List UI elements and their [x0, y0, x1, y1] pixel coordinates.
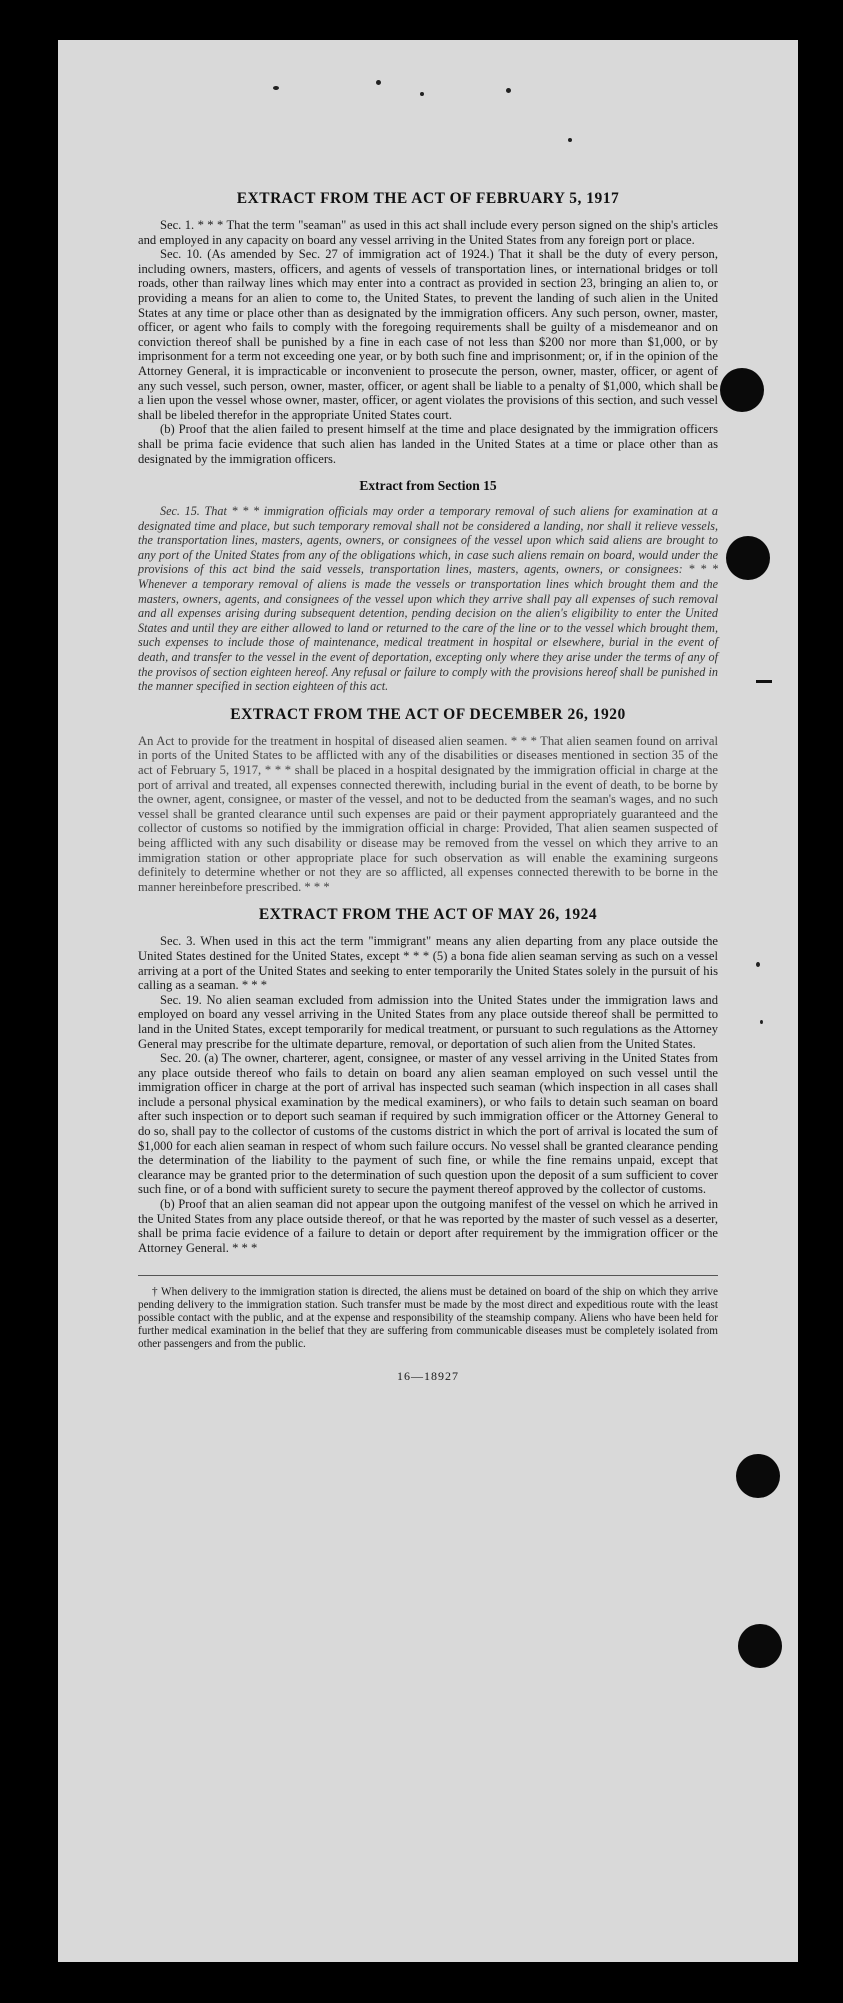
paragraph: Sec. 20. (a) The owner, charterer, agent, consignee, or master of any vessel arriving in the United States from any place outside thereof who fails to detain on board any alien seaman employed on such vessel until the immigration officer in charge at the port of arrival has inspected such seaman (which inspection in all cases shall include a personal physical examination by the medical examiners), or who fails to detain such seaman on board after such inspection or to deport such seaman if required by such immigration officer or the Attorney General to do so, shall pay to the collector of customs of the customs district in which the port of arrival is located the sum of $1,000 for each alien seaman in respect of whom such failure occurs. No vessel shall be granted clearance pending the determination of the liability to the payment of such fine, or while the fine remains unpaid, except that clearance may be granted prior to the determination of such question upon the deposit of a sum sufficient to cover such fine, or of a bond with sufficient surety to secure the payment thereof approved by the collector of customs.: [138, 1051, 718, 1197]
section-heading: EXTRACT FROM THE ACT OF MAY 26, 1924: [258, 906, 598, 924]
paragraph: Sec. 1. * * * That the term "seaman" as used in this act shall include every person signed on the ship's articles and employed in any capacity on board any vessel arriving in the United States from any foreign port or place.: [138, 218, 718, 247]
paragraph: (b) Proof that the alien failed to present himself at the time and place designated by the immigration officers shall be prima facie evidence that such alien has landed in the United States at a time or place other than as designated by the immigration officers.: [138, 422, 718, 466]
punch-hole: [720, 368, 764, 412]
section-15-extract: [138, 478, 718, 694]
footnote-divider: [138, 1275, 718, 1276]
punch-hole: [738, 1624, 782, 1668]
form-code: 16—18927: [397, 1369, 459, 1384]
ink-speck: [506, 88, 511, 93]
footnote-text: † When delivery to the immigration station is directed, the aliens must be detained on board of the ship on which they arrive pending delivery to the immigration station. Such transfer must be made by the most direct and expeditious route with the least possible contact with the public, and at the expense and responsibility of the steamship company. Aliens who have been held for further medical examination in the belief that they are suffering from communicable diseases must be completely isolated from other passengers and from the public.: [138, 1286, 718, 1351]
paragraph: Sec. 19. No alien seaman excluded from admission into the United States under the immigration laws and employed on board any vessel arriving in the United States from any place outside thereof shall be permitted to land in the United States, except temporarily for medical treatment, or pursuant to such regulations as the Attorney General may prescribe for the ultimate departure, removal, or deportation of such alien from the United States.: [138, 992, 718, 1051]
paragraph: Sec. 3. When used in this act the term "immigrant" means any alien departing from any place outside the United States destined for the United States, except * * * (5) a bona fide alien seaman serving as such on a vessel arriving at a port of the United States and seeking to enter temporarily the United States solely in the pursuit of his calling as a seaman. * * *: [138, 934, 718, 993]
paragraph: (b) Proof that an alien seaman did not appear upon the outgoing manifest of the vessel on which he arrived in the United States from any place outside thereof, or that he was reported by the master of such vessel as a deserter, shall be prima facie evidence of a failure to detain or deport after requirement by the immigration officer or the Attorney General. * * *: [138, 1197, 718, 1255]
act-1917-section: [138, 190, 718, 466]
ink-speck: [756, 962, 760, 967]
ink-speck: [760, 1020, 763, 1024]
paragraph: Sec. 15. That * * * immigration officials may order a temporary removal of such aliens for examination at a designated time and place, but such temporary removal shall not be considered a landing, nor shall it relieve vessels, the transportation lines, masters, agents, owners, or consignees of the vessel upon which said aliens are brought to any port of the United States from any of the obligations which, in case such aliens remain on board, would under the provisions of this act bind the said vessels, transportation lines, masters, agents, owners, or consignees: * * * Whenever a temporary removal of aliens is made the vessels or transportation lines which brought them and the masters, owners, agents, and consignees of the vessel upon which they arrive shall pay all expenses of such removal and all expenses arising during subsequent detention, pending decision on the alien's eligibility to enter the United States and until they are either allowed to land or returned to the care of the line or to the vessel which brought them, such expenses to include those of maintenance, medical treatment in hospital or elsewhere, burial in the event of death, and transfer to the vessel in the event of deportation, excepting only where they arise under the terms of any of the provisos of section eighteen hereof. Any refusal or failure to comply with the provisions hereof shall be punished in the manner specified in section eighteen of this act.: [138, 504, 718, 694]
section-heading: EXTRACT FROM THE ACT OF DECEMBER 26, 1920: [230, 705, 626, 723]
punch-hole: [726, 536, 770, 580]
act-1924-section: [138, 906, 718, 1255]
ink-speck: [376, 80, 381, 85]
ink-speck: [568, 138, 572, 142]
act-1920-section: [138, 706, 718, 895]
section-heading: EXTRACT FROM THE ACT OF FEBRUARY 5, 1917: [236, 190, 620, 207]
ink-speck: [420, 92, 424, 96]
footnote: [138, 1286, 718, 1351]
document-page: [58, 40, 798, 1962]
punch-hole: [736, 1454, 780, 1498]
margin-mark: [756, 680, 772, 683]
paragraph: Sec. 10. (As amended by Sec. 27 of immigration act of 1924.) That it shall be the duty of every person, including owners, masters, officers, and agents of vessels of transportation lines, or international bridges or toll roads, other than railway lines which may enter into a contract as provided in section 23, bringing an alien to, or providing a means for an alien to come to, the United States, to prevent the landing of such alien in the United States at any time or place other than as designated by the immigration officers. Any such person, owner, master, officer, or agent who fails to comply with the foregoing requirements shall be guilty of a misdemeanor and on conviction thereof shall be punished by a fine in each case of not less than $200 nor more than $1,000, or by imprisonment for a term not exceeding one year, or by both such fine and imprisonment; or, if in the opinion of the Attorney General, it is impracticable or inconvenient to prosecute the person, owner, master, officer, or agent of any such vessel, such person, owner, master, officer, or agent shall be liable to a penalty of $1,000, which shall be a lien upon the vessel whose owner, master, officer, or agent violates the provisions of this section, and such vessel shall be libeled therefor in the appropriate United States court.: [138, 247, 718, 422]
paragraph: An Act to provide for the treatment in hospital of diseased alien seamen. * * * That alien seamen found on arrival in ports of the United States to be afflicted with any of the disabilities or diseases mentioned in section 35 of the act of February 5, 1917, * * * shall be placed in a hospital designated by the immigration official in charge at the port of arrival and treated, all expenses connected therewith, including burial in the event of death, to be borne by the owner, agent, consignee, or master of the vessel, and not to be deducted from the seaman's wages, and no such vessel shall be granted clearance until such expenses are paid or their payment appropriately guaranteed and the collector of customs so notified by the immigration official in charge: Provided, That alien seamen suspected of being afflicted with any such disability or disease may be removed from the vessel on which they arrive to an immigration station or other appropriate place for such observation as will enable the examining surgeons definitely to determine whether or not they are so afflicted, all expenses connected therewith to be borne in the manner hereinbefore prescribed. * * *: [138, 733, 718, 894]
subsection-heading: Extract from Section 15: [359, 478, 497, 494]
ink-speck: [273, 86, 279, 90]
